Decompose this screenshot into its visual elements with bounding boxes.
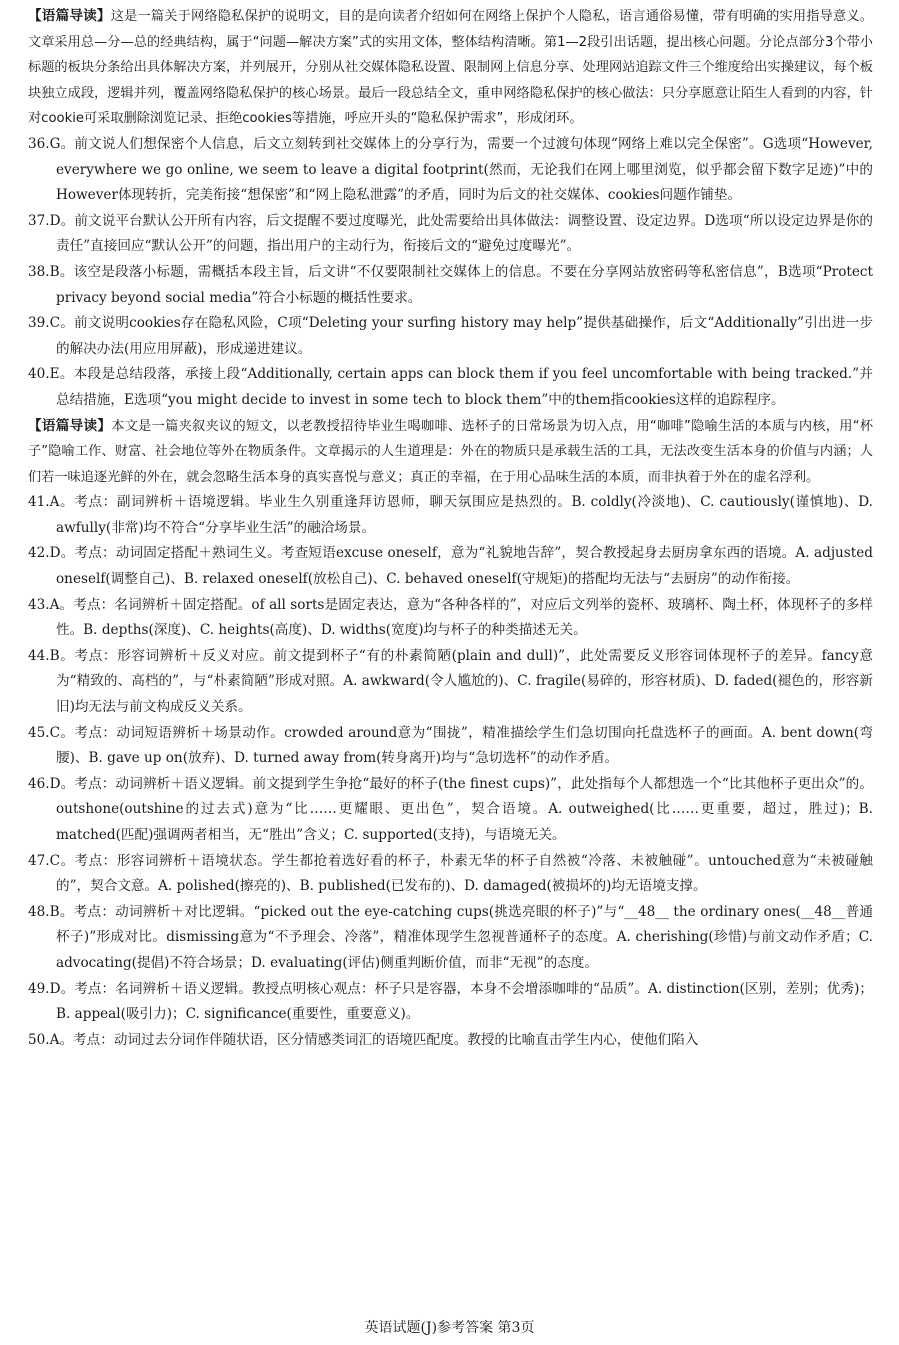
answer-item-40 bbox=[28, 362, 873, 413]
item-text: A。考点：动词过去分词作伴随状语，区分情感类词汇的语境匹配度。教授的比喻直击学生内心，使他们陷入 bbox=[49, 1031, 699, 1048]
item-number: 38. bbox=[28, 263, 50, 280]
answer-item-46 bbox=[28, 772, 873, 849]
item-text: D。前文说平台默认公开所有内容，后文提醒不要过度曝光，此处需要给出具体做法：调整设置、设定边界。D选项“所以设定边界是你的责任”直接回应“默认公开”的问题，指出用户的主动行为，衔接后文的“避免过度曝光”。 bbox=[49, 212, 873, 255]
answer-item-45 bbox=[28, 721, 873, 772]
answer-item-39 bbox=[28, 311, 873, 362]
item-number: 49. bbox=[28, 980, 50, 997]
item-text: C。考点：动词短语辨析＋场景动作。crowded around意为“围拢”，精准描绘学生们急切围向托盘选杯子的画面。A. bent down(弯腰)、B. gave up on(放弃)、D. turned away from(转身离开)均与“急切选杯”的动作矛盾。 bbox=[49, 724, 873, 767]
reading-guide-2 bbox=[28, 414, 873, 491]
answer-item-49 bbox=[28, 977, 873, 1028]
answer-item-47 bbox=[28, 849, 873, 900]
item-text: A。考点：副词辨析＋语境逻辑。毕业生久别重逢拜访恩师，聊天氛围应是热烈的。B. coldly(冷淡地)、C. cautiously(谨慎地)、D. awfully(非常)均不符合“分享毕业生活”的融洽场景。 bbox=[49, 494, 873, 536]
page-footer: 英语试题(J)参考答案 第3页 bbox=[364, 1320, 535, 1336]
item-number: 48. bbox=[28, 903, 50, 920]
item-number: 50. bbox=[28, 1031, 50, 1048]
answer-item-42 bbox=[28, 541, 873, 592]
answer-list-2 bbox=[28, 490, 873, 1053]
item-text: B。该空是段落小标题，需概括本段主旨，后文讲“不仅要限制社交媒体上的信息。不要在分享网站放密码等私密信息”，B选项“Protect privacy beyond social media”符合小标题的概括性要求。 bbox=[49, 263, 873, 306]
item-number: 47. bbox=[28, 852, 50, 869]
item-number: 44. bbox=[28, 647, 50, 664]
item-text: A。考点：名词辨析＋固定搭配。of all sorts是固定表达，意为“各种各样的”，对应后文列举的瓷杯、玻璃杯、陶土杯，体现杯子的多样性。B. depths(深度)、C. heights(高度)、D. widths(宽度)均与杯子的种类描述无关。 bbox=[49, 596, 873, 639]
answer-item-38 bbox=[28, 260, 873, 311]
answer-item-36 bbox=[28, 132, 873, 209]
answer-item-48 bbox=[28, 900, 873, 977]
item-text: C。前文说明cookies存在隐私风险，C项“Deleting your surfing history may help”提供基础操作，后文“Additionally”引出进一步的解决办法(用应用屏蔽)，形成递进建议。 bbox=[49, 315, 873, 357]
answer-item-37 bbox=[28, 209, 873, 260]
answer-item-43 bbox=[28, 593, 873, 644]
item-text: D。考点：名词辨析＋语义逻辑。教授点明核心观点：杯子只是容器，本身不会增添咖啡的“品质”。A. distinction(区别，差别；优秀)；B. appeal(吸引力)；C. significance(重要性，重要意义)。 bbox=[49, 980, 873, 1023]
item-number: 42. bbox=[28, 545, 50, 562]
item-number: 43. bbox=[28, 596, 50, 613]
guide-text: 这是一篇关于网络隐私保护的说明文，目的是向读者介绍如何在网络上保护个人隐私，语言通俗易懂，带有明确的实用指导意义。文章采用总—分—总的经典结构，属于“问题—解决方案”式的实用文体，整体结构清晰。第1—2段引出话题，提出核心问题。分论点部分3个带小标题的板块分条给出具体解决方案，并列展开，分别从社交媒体隐私设置、限制网上信息分享、处理网站追踪文件三个维度给出实操建议，每个板块独立成段，逻辑并列，覆盖网络隐私保护的核心场景。最后一段总结全文，重申网络隐私保护的核心做法：只分享愿意让陌生人看到的内容，针对cookie可采取删除浏览记录、拒绝cookies等措施，呼应开头的“隐私保护需求”，形成闭环。 bbox=[28, 9, 873, 127]
item-text: D。考点：动词固定搭配＋熟词生义。考查短语excuse oneself，意为“礼貌地告辞”，契合教授起身去厨房拿东西的语境。A. adjusted oneself(调整自己)、B. relaxed oneself(放松自己)、C. behaved oneself(守规矩)的搭配均无法与“去厨房”的动作衔接。 bbox=[49, 545, 873, 588]
item-number: 36. bbox=[28, 135, 50, 152]
reading-guide-1 bbox=[28, 4, 873, 132]
item-number: 45. bbox=[28, 724, 50, 741]
item-text: B。考点：动词辨析＋对比逻辑。“picked out the eye-catching cups(挑选亮眼的杯子)”与“__48__ the ordinary ones(__48__普通杯子)”形成对比。dismissing意为“不予理会、冷落”，精准体现学生忽视普通杯子的态度。A. cherishing(珍惜)与前文动作矛盾；C. advocating(提倡)不符合场景；D. evaluating(评估)侧重判断价值，而非“无视”的态度。 bbox=[49, 903, 873, 971]
item-number: 41. bbox=[28, 494, 50, 511]
item-number: 37. bbox=[28, 212, 50, 229]
item-number: 39. bbox=[28, 315, 50, 332]
answer-item-50 bbox=[28, 1028, 873, 1054]
item-text: E。本段是总结段落，承接上段“Additionally, certain apps can block them if you feel uncomfortable with being tracked.”并总结措施，E选项“you might decide to invest in some tech to block them”中的them指cookies这样的追踪程序。 bbox=[49, 366, 873, 408]
item-text: C。考点：形容词辨析＋语境状态。学生都抢着选好看的杯子，朴素无华的杯子自然被“冷落、未被触碰”。untouched意为“未被碰触的”，契合文意。A. polished(擦亮的)、B. published(已发布的)、D. damaged(被损坏的)均无语境支撑。 bbox=[49, 852, 873, 895]
guide-label: 【语篇导读】 bbox=[28, 8, 111, 24]
answer-list-1 bbox=[28, 132, 873, 414]
answer-item-41 bbox=[28, 490, 873, 541]
item-number: 40. bbox=[28, 366, 50, 383]
item-text: D。考点：动词辨析＋语义逻辑。前文提到学生争抢“最好的杯子(the finest cups)”，此处指每个人都想选一个“比其他杯子更出众”的。outshone(outshine的过去式)意为“比……更耀眼、更出色”，契合语境。A. outweighed(比……更重要，超过，胜过)；B. matched(匹配)强调两者相当，无“胜出”含义；C. supported(支持)，与语境无关。 bbox=[49, 775, 873, 843]
answer-item-44 bbox=[28, 644, 873, 721]
guide-label: 【语篇导读】 bbox=[28, 417, 112, 434]
item-text: B。考点：形容词辨析＋反义对应。前文提到杯子“有的朴素简陋(plain and dull)”，此处需要反义形容词体现杯子的差异。fancy意为“精致的、高档的”，与“朴素简陋”形成对照。A. awkward(令人尴尬的)、C. fragile(易碎的，形容材质)、D. faded(褪色的，形容新旧)均无法与前文构成反义关系。 bbox=[49, 647, 873, 716]
item-text: G。前文说人们想保密个人信息，后文立刻转到社交媒体上的分享行为，需要一个过渡句体现“网络上难以完全保密”。G选项“However, everywhere we go online, we seem to leave a digital footprint(然而，无论我们在网上哪里浏览，似乎都会留下数字足迹)”中的However体现转折，完美衔接“想保密”和“网上隐私泄露”的矛盾，同时为后文的社交媒体、cookies问题作铺垫。 bbox=[49, 135, 873, 204]
guide-text: 本文是一篇夹叙夹议的短文，以老教授招待毕业生喝咖啡、选杯子的日常场景为切入点，用“咖啡”隐喻生活的本质与内核，用“杯子”隐喻工作、财富、社会地位等外在物质条件。文章揭示的人生道理是：外在的物质只是承载生活的工具，无法改变生活本身的价值与内涵；人们若一味追逐光鲜的外在，就会忽略生活本身的真实喜悦与意义；真正的幸福，在于用心品味生活的本质，而非执着于外在的虚名浮利。 bbox=[28, 418, 874, 485]
item-number: 46. bbox=[28, 775, 50, 792]
